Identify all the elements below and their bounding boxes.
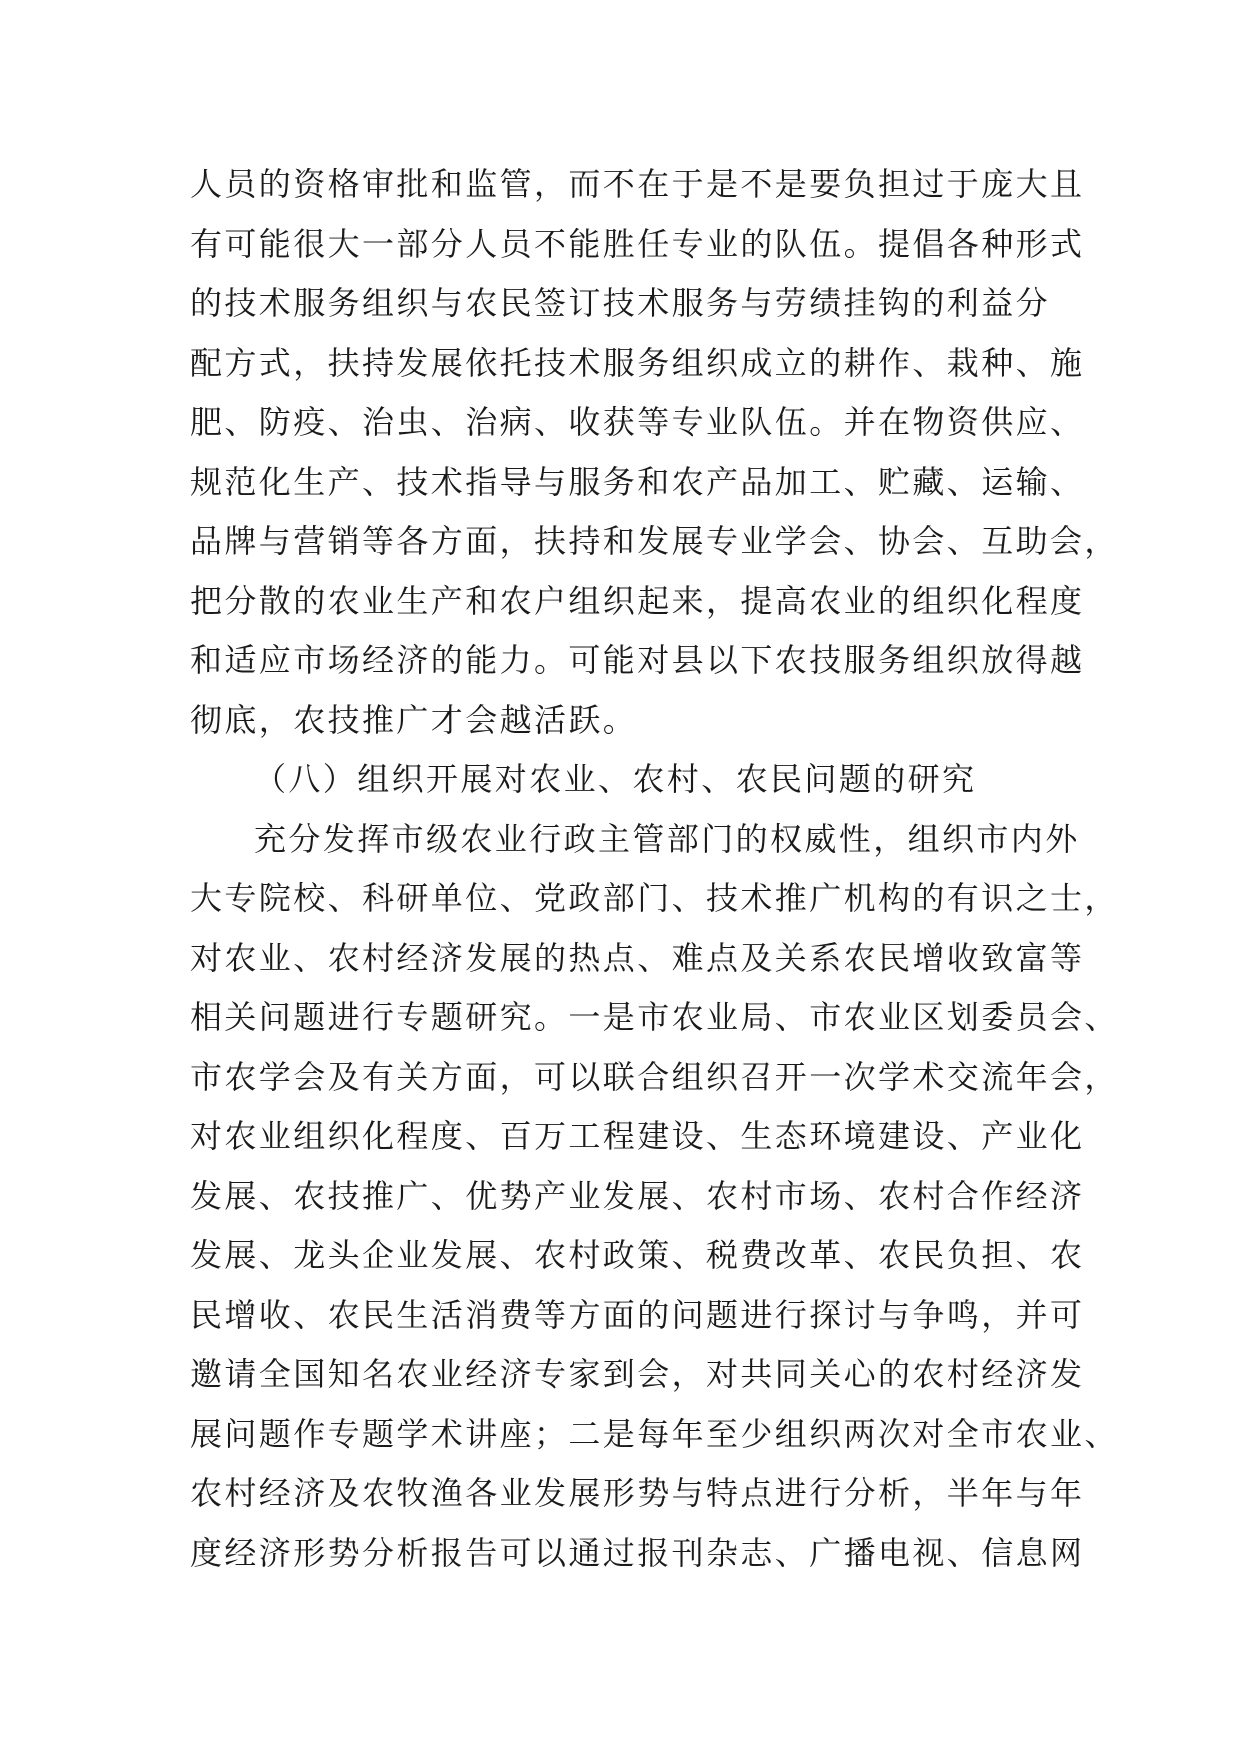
text-line: 的技术服务组织与农民签订技术服务与劳绩挂钩的利益分 — [190, 284, 1051, 322]
text-line: 人员的资格审批和监管，而不在于是不是要负担过于庞大且 — [190, 165, 1085, 203]
text-line: 市农学会及有关方面，可以联合组织召开一次学术交流年会， — [190, 1057, 1119, 1096]
text-line: 把分散的农业生产和农户组织起来，提高农业的组织化程度 — [190, 581, 1085, 620]
text-line: 肥、防疫、治虫、治病、收获等专业队伍。并在物资供应、 — [190, 403, 1085, 441]
text-line: 展问题作专题学术讲座；二是每年至少组织两次对全市农业、 — [190, 1414, 1119, 1453]
text-line: 邀请全国知名农业经济专家到会，对共同关心的农村经济发 — [190, 1355, 1085, 1393]
text-line: 和适应市场经济的能力。可能对县以下农技服务组织放得越 — [190, 641, 1085, 679]
text-line: 对农业组织化程度、百万工程建设、生态环境建设、产业化 — [190, 1117, 1085, 1155]
text-line: 对农业、农村经济发展的热点、难点及关系农民增收致富等 — [190, 938, 1085, 977]
text-line: 农村经济及农牧渔各业发展形势与特点进行分析，半年与年 — [190, 1474, 1085, 1512]
text-line: 相关问题进行专题研究。一是市农业局、市农业区划委员会、 — [190, 998, 1119, 1036]
text-line: 彻底，农技推广才会越活跃。 — [190, 700, 638, 739]
text-line: 充分发挥市级农业行政主管部门的权威性，组织市内外 — [254, 819, 1080, 858]
text-line: 发展、农技推广、优势产业发展、农村市场、农村合作经济 — [190, 1176, 1085, 1215]
text-line: 品牌与营销等各方面，扶持和发展专业学会、协会、互助会， — [190, 522, 1119, 560]
text-line: 规范化生产、技术指导与服务和农产品加工、贮藏、运输、 — [190, 462, 1085, 501]
text-line: 民增收、农民生活消费等方面的问题进行探讨与争鸣，并可 — [190, 1295, 1085, 1334]
section-heading: （八）组织开展对农业、农村、农民问题的研究 — [254, 760, 977, 798]
text-line: 有可能很大一部分人员不能胜任专业的队伍。提倡各种形式 — [190, 224, 1085, 263]
text-line: 度经济形势分析报告可以通过报刊杂志、广播电视、信息网 — [190, 1533, 1085, 1572]
text-line: 大专院校、科研单位、党政部门、技术推广机构的有识之士， — [190, 879, 1119, 917]
document-body — [190, 155, 1119, 1583]
text-line: 发展、龙头企业发展、农村政策、税费改革、农民负担、农 — [190, 1236, 1085, 1274]
text-line: 配方式，扶持发展依托技术服务组织成立的耕作、栽种、施 — [190, 343, 1085, 382]
